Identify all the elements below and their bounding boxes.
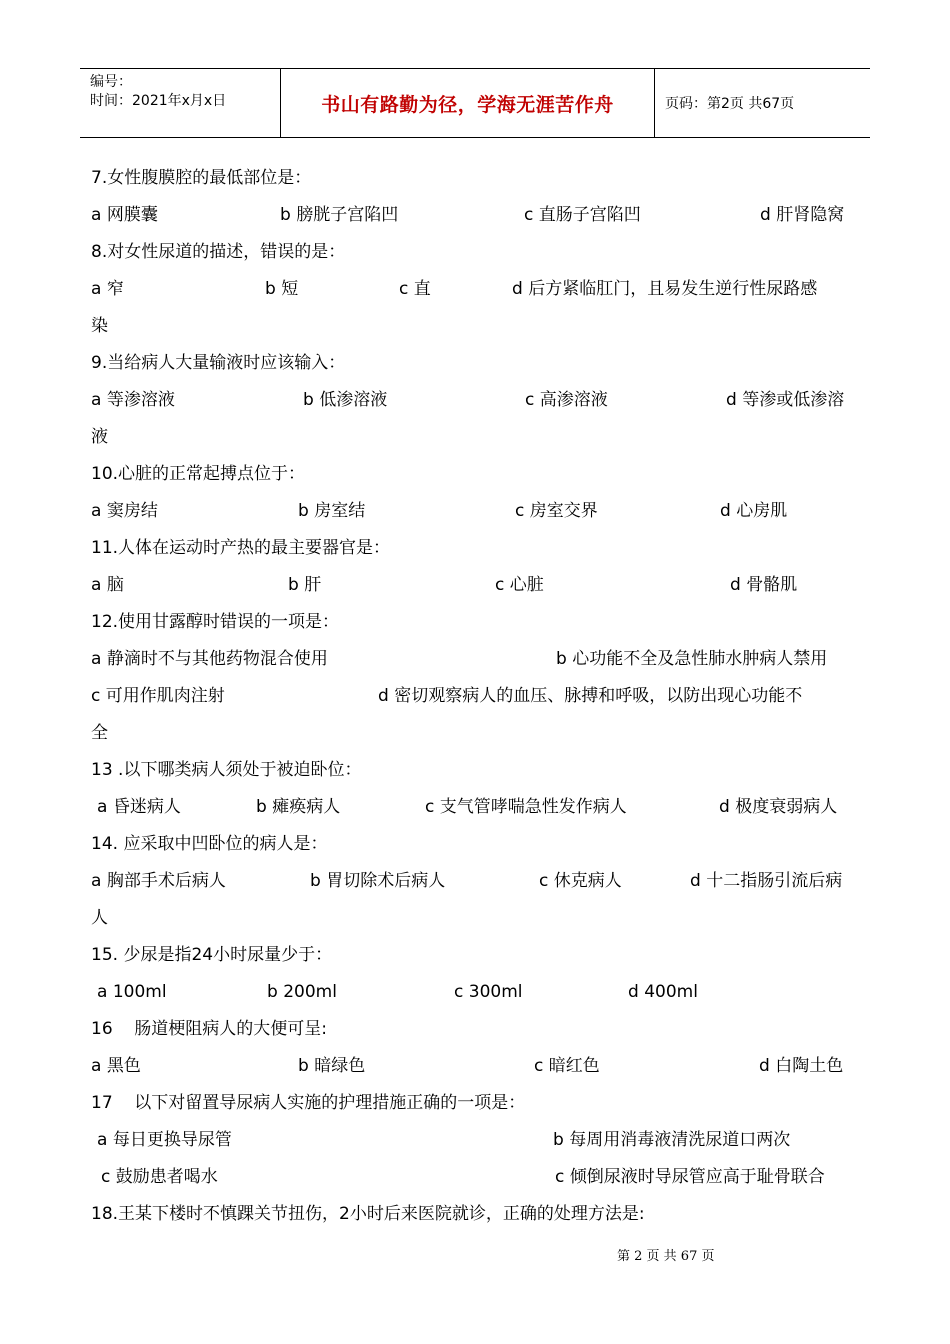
page-header xyxy=(80,68,870,138)
option-c: c 房室交界 xyxy=(515,501,598,521)
footer-page-number: 第 2 页 共 67 页 xyxy=(617,1249,715,1264)
option-row xyxy=(91,678,861,715)
question-list xyxy=(91,160,861,1233)
option-c: c 高渗溶液 xyxy=(525,390,608,410)
option-a: a 网膜囊 xyxy=(91,205,158,225)
option-a: a 脑 xyxy=(91,575,124,595)
question-text: 14. 应采取中凹卧位的病人是： xyxy=(91,834,328,854)
option-d: d 心房肌 xyxy=(720,501,788,521)
option-row xyxy=(91,197,861,234)
option-b: b 低渗溶液 xyxy=(303,390,388,410)
option-b: b 房室结 xyxy=(298,501,366,521)
question-text: 13 .以下哪类病人须处于被迫卧位： xyxy=(91,760,362,780)
option-b: b 心功能不全及急性肺水肿病人禁用 xyxy=(556,649,828,669)
option-row xyxy=(91,567,861,604)
option-b: b 膀胱子宫陷凹 xyxy=(280,205,399,225)
option-d: d 十二指肠引流后病 xyxy=(690,871,843,891)
option-row xyxy=(91,271,861,308)
option-c: c 鼓励患者喝水 xyxy=(101,1167,218,1187)
option-c: c 心脏 xyxy=(495,575,544,595)
question-text: 18.王某下楼时不慎踝关节扭伤，2小时后来医院就诊，正确的处理方法是: xyxy=(91,1204,645,1224)
option-c: c 休克病人 xyxy=(539,871,622,891)
option-c: c 300ml xyxy=(454,982,523,1002)
question-text: 7.女性腹膜腔的最低部位是： xyxy=(91,168,312,188)
option-b: b 肝 xyxy=(288,575,322,595)
option-row xyxy=(91,974,861,1011)
question-text: 17 以下对留置导尿病人实施的护理措施正确的一项是： xyxy=(91,1093,526,1113)
option-d: d 极度衰弱病人 xyxy=(719,797,838,817)
option-b: b 短 xyxy=(265,279,299,299)
option-a: a 每日更换导尿管 xyxy=(97,1130,232,1150)
question-text: 12.使用甘露醇时错误的一项是： xyxy=(91,612,340,632)
option-c: c 可用作肌肉注射 xyxy=(91,686,225,706)
option-d: d 骨骼肌 xyxy=(730,575,798,595)
option-b: b 暗绿色 xyxy=(298,1056,366,1076)
option-continuation: 染 xyxy=(91,316,108,336)
option-row xyxy=(91,641,861,678)
option-d: d 等渗或低渗溶 xyxy=(726,390,845,410)
header-motto: 书山有路勤为径，学海无涯苦作舟 xyxy=(281,69,655,137)
option-d: d 密切观察病人的血压、脉搏和呼吸，以防出现心功能不 xyxy=(378,686,803,706)
option-c: c 直 xyxy=(399,279,431,299)
question-text: 16 肠道梗阻病人的大便可呈: xyxy=(91,1019,327,1039)
option-a: a 等渗溶液 xyxy=(91,390,175,410)
option-row xyxy=(91,1048,861,1085)
option-row xyxy=(91,863,861,900)
option-c: c 暗红色 xyxy=(534,1056,600,1076)
option-row xyxy=(91,1159,861,1196)
option-d: d 白陶土色 xyxy=(759,1056,844,1076)
option-row xyxy=(91,789,861,826)
option-a: a 胸部手术后病人 xyxy=(91,871,226,891)
option-c: c 支气管哮喘急性发作病人 xyxy=(425,797,627,817)
option-a: a 静滴时不与其他药物混合使用 xyxy=(91,649,328,669)
option-a: a 窦房结 xyxy=(91,501,158,521)
question-text: 11.人体在运动时产热的最主要器官是： xyxy=(91,538,391,558)
option-continuation: 液 xyxy=(91,427,108,447)
option-row xyxy=(91,493,861,530)
option-b: b 200ml xyxy=(267,982,337,1002)
option-a: a 昏迷病人 xyxy=(97,797,181,817)
time-label: 时间：2021年x月x日 xyxy=(90,93,227,109)
question-text: 9.当给病人大量输液时应该输入： xyxy=(91,353,346,373)
option-a: a 100ml xyxy=(97,982,167,1002)
header-page-info: 页码：第2页 共67页 xyxy=(665,96,795,112)
header-meta xyxy=(80,69,281,137)
option-continuation: 全 xyxy=(91,723,108,743)
option-c: c 直肠子宫陷凹 xyxy=(524,205,641,225)
number-label: 编号： xyxy=(90,74,132,90)
option-a: a 窄 xyxy=(91,279,124,299)
option-row xyxy=(91,1122,861,1159)
option-b: b 瘫痪病人 xyxy=(256,797,341,817)
option-d: d 400ml xyxy=(628,982,698,1002)
option-b: b 胃切除术后病人 xyxy=(310,871,446,891)
question-text: 15. 少尿是指24小时尿量少于： xyxy=(91,945,333,965)
option-continuation: 人 xyxy=(91,908,108,928)
option-d: d 后方紧临肛门，且易发生逆行性尿路感 xyxy=(512,279,818,299)
option-c-second: c 倾倒尿液时导尿管应高于耻骨联合 xyxy=(555,1167,825,1187)
option-d: d 肝肾隐窝 xyxy=(760,205,845,225)
question-text: 10.心脏的正常起搏点位于： xyxy=(91,464,306,484)
option-row xyxy=(91,382,861,419)
option-b: b 每周用消毒液清洗尿道口两次 xyxy=(553,1130,791,1150)
option-a: a 黑色 xyxy=(91,1056,141,1076)
question-text: 8.对女性尿道的描述，错误的是： xyxy=(91,242,346,262)
